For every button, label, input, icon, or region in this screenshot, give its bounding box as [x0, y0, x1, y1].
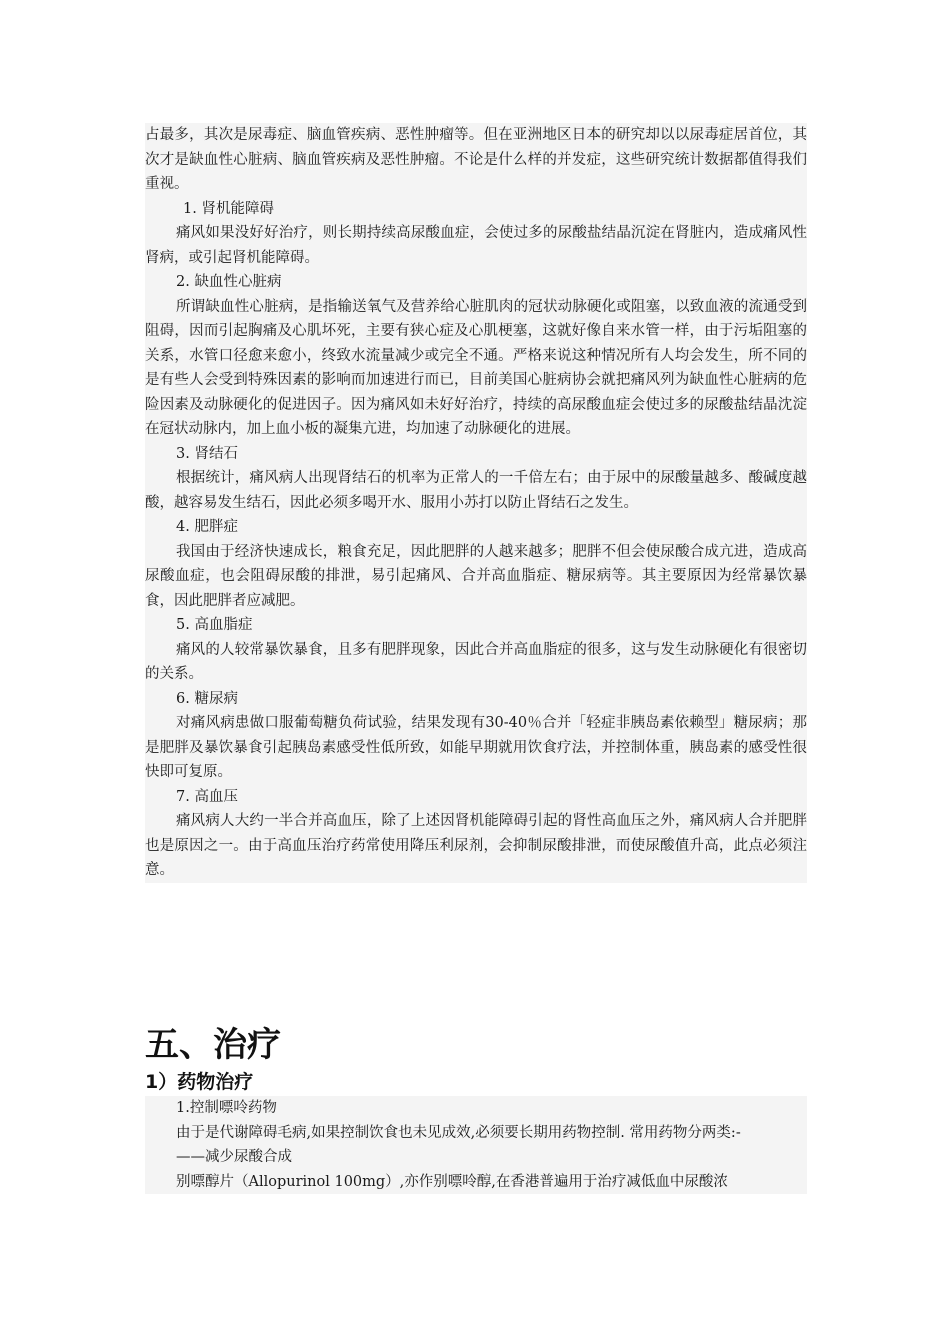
- item-body-kidney: 痛风如果没好好治疗，则长期持续高尿酸血症，会使过多的尿酸盐结晶沉淀在肾脏内，造成痛风性肾病，或引起肾机能障碍。: [145, 225, 807, 266]
- item-heading-diabetes: 6. 糖尿病: [176, 690, 238, 707]
- treatment-para-2: ——减少尿酸合成: [176, 1149, 292, 1165]
- item-heading-lipids: 5. 高血脂症: [176, 617, 253, 633]
- treatment-para-1: 由于是代谢障碍毛病,如果控制饮食也未见成效,必须要长期用药物控制. 常用药物分两类:-: [176, 1124, 741, 1141]
- item-body-obesity: 我国由于经济快速成长，粮食充足，因此肥胖的人越来越多；肥胖不但会使尿酸合成亢进，造成高尿酸血症，也会阻碍尿酸的排泄，易引起痛风、合并高血脂症、糖尿病等。其主要原因为经常暴饮暴食，因此肥胖者应减肥。: [145, 543, 807, 609]
- item-heading-hypertension: 7. 高血压: [176, 788, 238, 805]
- section-title: 五、治疗: [145, 1025, 281, 1065]
- item-body-hypertension: 痛风病人大约一半合并高血压，除了上述因肾机能障碍引起的肾性高血压之外，痛风病人合并肥胖也是原因之一。由于高血压治疗药常使用降压利尿剂，会抑制尿酸排泄，而使尿酸值升高，此点必须注意。: [145, 813, 807, 878]
- item-heading-stones: 3. 肾结石: [176, 445, 238, 462]
- item-body-lipids: 痛风的人较常暴饮暴食，且多有肥胖现象，因此合并高血脂症的很多，这与发生动脉硬化有很密切的关系。: [145, 641, 807, 682]
- intro-paragraph: 占最多，其次是尿毒症、脑血管疾病、恶性肿瘤等。但在亚洲地区日本的研究却以以尿毒症居首位，其次才是缺血性心脏病、脑血管疾病及恶性肿瘤。不论是什么样的并发症，这些研究统计数据都值得我们重视。: [145, 127, 807, 192]
- treatment-item-heading: 1.控制嘌呤药物: [176, 1100, 277, 1116]
- treatment-section: [145, 1096, 807, 1194]
- item-heading-kidney: 1. 肾机能障碍: [183, 200, 274, 217]
- subsection-title: 1）药物治疗: [145, 1071, 254, 1093]
- item-body-heart: 所谓缺血性心脏病，是指输送氧气及营养给心脏肌肉的冠状动脉硬化或阻塞，以致血液的流通受到阻碍，因而引起胸痛及心肌坏死，主要有狭心症及心肌梗塞，这就好像自来水管一样，由于污垢阻塞的关系，水管口径愈来愈小，终致水流量减少或完全不通。严格来说这种情况所有人均会发生，所不同的是有些人会受到特殊因素的影响而加速进行而已，目前美国心脏病协会就把痛风列为缺血性心脏病的危险因素及动脉硬化的促进因子。因为痛风如未好好治疗，持续的高尿酸血症会使过多的尿酸盐结晶沈淀在冠状动脉内，加上血小板的凝集亢进，均加速了动脉硬化的进展。: [145, 298, 807, 437]
- complications-section: [145, 123, 807, 883]
- item-heading-heart: 2. 缺血性心脏病: [176, 274, 282, 290]
- item-body-diabetes: 对痛风病患做口服葡萄糖负荷试验，结果发现有30-40％合并「轻症非胰岛素依赖型」糖尿病；那是肥胖及暴饮暴食引起胰岛素感受性低所致，如能早期就用饮食疗法，并控制体重，胰岛素的感受性很快即可复原。: [145, 715, 807, 780]
- item-heading-obesity: 4. 肥胖症: [176, 519, 238, 535]
- item-body-stones: 根据统计，痛风病人出现肾结石的机率为正常人的一千倍左右；由于尿中的尿酸量越多、酸碱度越酸，越容易发生结石，因此必须多喝开水、服用小苏打以防止肾结石之发生。: [145, 470, 807, 511]
- treatment-para-3: 别嘌醇片（Allopurinol 100mg）,亦作别嘌呤醇,在香港普遍用于治疗减低血中尿酸浓: [176, 1173, 728, 1190]
